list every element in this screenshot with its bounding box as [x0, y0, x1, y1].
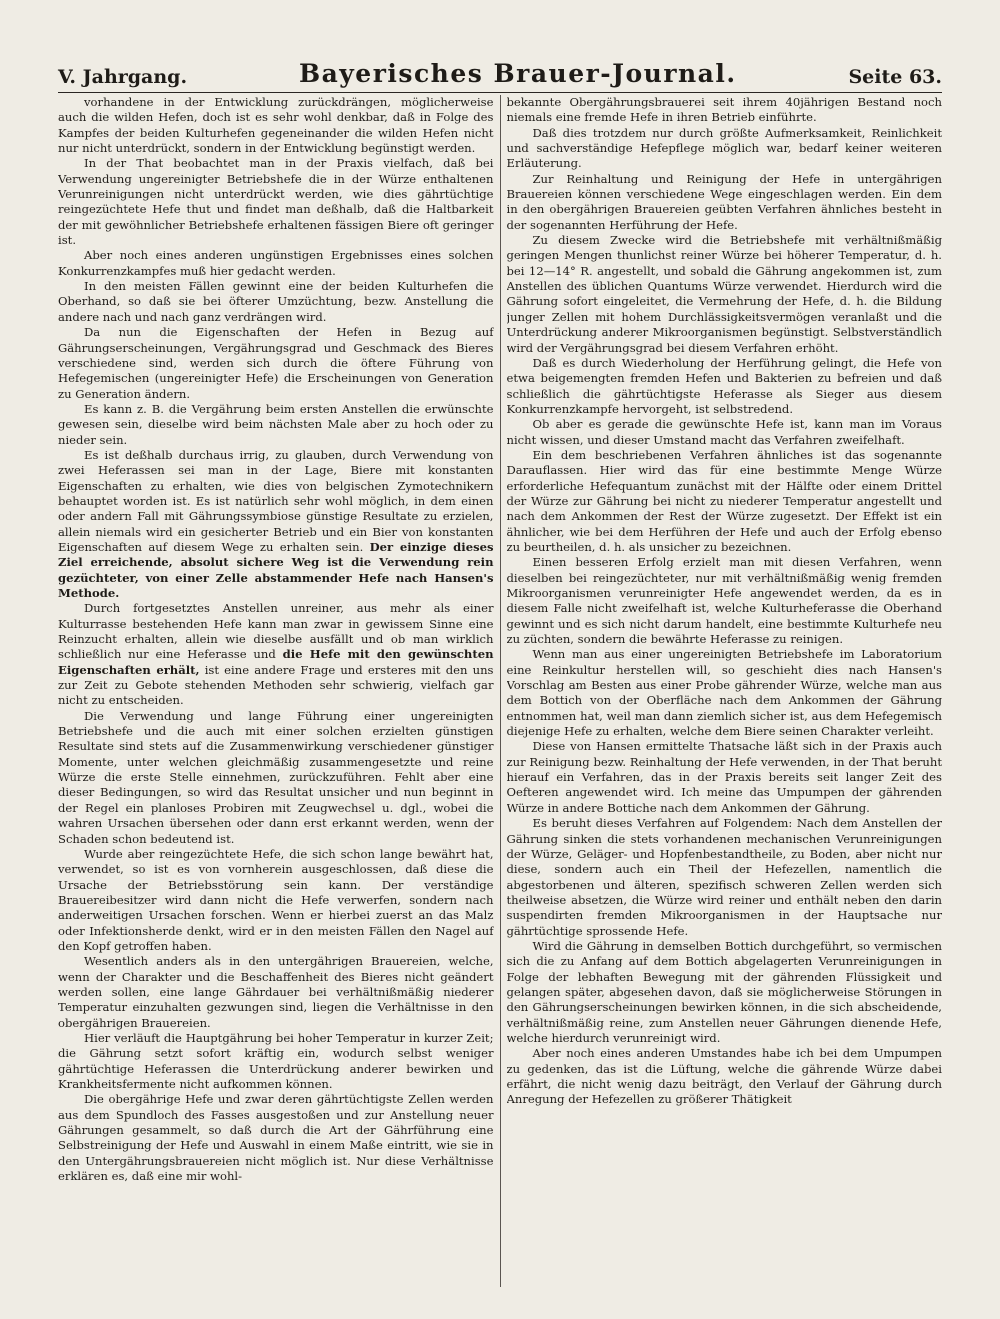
paragraph-text: Einen besseren Erfolg erzielt man mit diesen Verfahren, wenn dieselben bei reingezüchteter, nur mit verhältnißmäßig wenig fremden Mikroorganismen verunreinigter Hefe angewendet werden, da es in diesem Falle nicht zweifelhaft ist, welche Kulturheferasse die Oberhand gewinnt und es sich nicht darum handelt, eine bestimmte Kulturhefe neu zu züchten, sondern die bewährte Heferasse zu reinigen.: [506, 555, 942, 647]
paragraph-text: Diese von Hansen ermittelte Thatsache läßt sich in der Praxis auch zur Reinigung bezw. Reinhaltung der Hefe verwenden, in der That beruht hierauf ein Verfahren, das in der Praxis bereits seit langer Zeit des Oefteren angewendet wird. Ich meine das Umpumpen der gährenden Würze in andere Bottiche nach dem Ankommen der Gährung.: [506, 739, 942, 815]
paragraph-text: Daß es durch Wiederholung der Herführung gelingt, die Hefe von etwa beigemengten fremden Hefen und Bakterien zu befreien und daß schließlich die gährtüchtigste Heferasse als Sieger aus diesem Konkurrenzkampfe hervorgeht, ist selbstredend.: [506, 355, 942, 416]
paragraph-text: In den meisten Fällen gewinnt eine der beiden Kulturhefen die Oberhand, so daß sie bei öfterer Umzüchtung, bezw. Anstellung die andere nach und nach ganz verdrängen wird.: [58, 279, 494, 324]
paragraph: [507, 939, 943, 1046]
journal-title: Bayerisches Brauer-Journal.: [298, 59, 737, 88]
paragraph: [58, 448, 494, 601]
paragraph: [507, 739, 943, 816]
paragraph: [507, 555, 943, 647]
paragraph: [507, 172, 943, 233]
paragraph-text: Da nun die Eigenschaften der Hefen in Bezug auf Gährungserscheinungen, Vergährungsgrad und Geschmack des Bieres verschiedene sind, werden sich durch die öftere Führung von Hefegemischen (ungereinigter Hefe) die Erscheinungen von Generation zu Generation ändern.: [58, 325, 494, 401]
paragraph: [58, 248, 494, 279]
paragraph-text: Aber noch eines anderen Umstandes habe ich bei dem Umpumpen zu gedenken, das ist die Lüftung, welche die gährende Würze dabei erfährt, die nicht wenig dazu beiträgt, den Verlauf der Gährung durch Anregung der Hefezellen zu größerer Thätigkeit: [506, 1046, 942, 1107]
paragraph: [58, 709, 494, 847]
paragraph: [58, 279, 494, 325]
paragraph: [58, 847, 494, 954]
left-column: [58, 95, 494, 1287]
paragraph-text: bekannte Obergährungsbrauerei seit ihrem 40jährigen Bestand noch niemals eine fremde Hefe in ihren Betrieb einführte.: [506, 95, 942, 125]
paragraph-text: In der That beobachtet man in der Praxis vielfach, daß bei Verwendung ungereinigter Betriebshefe die in der Würze enthaltenen Verunreinigungen nicht unterdrückt werden, wie dies gährtüchtige reingezüchtete Hefe thut und findet man deßhalb, daß die Haltbarkeit der mit gewöhnlicher Betriebshefe erhaltenen fässigen Biere oft geringer ist.: [58, 156, 494, 248]
paragraph-text: Es kann z. B. die Vergährung beim ersten Anstellen die erwünschte gewesen sein, dieselbe wird beim nächsten Male aber zu hoch oder zu nieder sein.: [58, 401, 494, 447]
paragraph-text: Es beruht dieses Verfahren auf Folgendem: Nach dem Anstellen der Gährung sinken die stets vorhandenen mechanischen Verunreinigungen der Würze, Geläger- und Hopfenbestandtheile, zu Boden, aber nicht nur diese, sondern auch ein Theil der Hefezellen, namentlich die abgestorbenen und älteren, spezifisch schweren Zellen werden sich theilweise absetzen, die Würze wird reiner und enthält neben den darin suspendirten fremden Mikroorganismen in der Hauptsache nur gährtüchtige sprossende Hefe.: [506, 816, 942, 938]
paragraph-text: Wenn man aus einer ungereinigten Betriebshefe im Laboratorium eine Reinkultur herstellen will, so geschieht dies nach Hansen's Vorschlag am Besten aus einer Probe gährender Würze, welche man aus dem Bottich von der Oberfläche nach dem Ankommen der Gährung entnommen hat, weil man dann ziemlich sicher ist, aus dem Hefegemisch diejenige Hefe zu erhalten, welche dem Biere seinen Charakter verleiht.: [506, 647, 942, 739]
paragraph: [507, 1046, 943, 1107]
emphasized-text: die Hefe mit den gewünschten Eigenschaften erhält,: [58, 647, 494, 677]
emphasized-text: Der einzige dieses Ziel erreichende, absolut sichere Weg ist die Verwendung rein gezüchteter, von einer Zelle abstammender Hefe nach Hansen's Methode.: [58, 539, 494, 600]
page-header: [58, 52, 942, 93]
column-divider: [500, 95, 501, 1287]
paragraph: [58, 325, 494, 402]
paragraph-text: vorhandene in der Entwicklung zurückdrängen, möglicherweise auch die wilden Hefen, doch ist es sehr wohl denkbar, daß in Folge des Kampfes der beiden Kulturhefen gegeneinander die wilden Hefen nicht nur nicht unterdrückt, sondern in der Entwicklung begünstigt werden.: [58, 95, 494, 156]
paragraph: [507, 417, 943, 448]
right-column: [507, 95, 943, 1287]
paragraph: [58, 402, 494, 448]
paragraph-text: Zur Reinhaltung und Reinigung der Hefe in untergährigen Brauereien können verschiedene Wege eingeschlagen werden. Ein dem in den obergährigen Brauereien geübten Verfahren ähnliches besteht in der sogenannten Herführung der Hefe.: [506, 171, 942, 232]
paragraph-text: Hier verläuft die Hauptgährung bei hoher Temperatur in kurzer Zeit; die Gährung setzt sofort kräftig ein, wodurch selbst weniger gährtüchtige Heferassen die Unterdrückung anderer bewirken und Krankheitsfermente nicht aufkommen können.: [58, 1030, 494, 1091]
paragraph-text: Aber noch eines anderen ungünstigen Ergebnisses eines solchen Konkurrenzkampfes muß hier gedacht werden.: [58, 248, 494, 278]
paragraph: [507, 816, 943, 939]
paragraph: [507, 126, 943, 172]
paragraph-text: Zu diesem Zwecke wird die Betriebshefe mit verhältnißmäßig geringen Mengen thunlichst reiner Würze bei höherer Temperatur, d. h. bei 12—14° R. angestellt, und sobald die Gährung angekommen ist, zum Anstellen des üblichen Quantums Würze verwendet. Hierdurch wird die Gährung sofort eingeleitet, die Vermehrung der Hefe, d. h. die Bildung junger Zellen mit hohem Durchlässigkeitsvermögen veranlaßt und die Unterdrückung anderer Mikroorganismen begünstigt. Selbstverständlich wird der Vergährungsgrad bei diesem Verfahren erhöht.: [506, 233, 942, 355]
paragraph: [58, 601, 494, 708]
paragraph-text: Wird die Gährung in demselben Bottich durchgeführt, so vermischen sich die zu Anfang auf dem Bottich abgelagerten Verunreinigungen in Folge der lebhaften Bewegung mit der gährenden Flüssigkeit und gelangen später, abgesehen davon, daß sie möglicherweise Störungen in den Gährungserscheinungen bewirken können, in die sich abscheidende, verhältnißmäßig reine, zum Anstellen neuer Gährungen dienende Hefe, welche hierdurch verunreinigt wird.: [506, 938, 942, 1045]
paragraph: [58, 954, 494, 1031]
paragraph: [58, 95, 494, 156]
paragraph: [507, 356, 943, 417]
paragraph: [507, 233, 943, 356]
text-columns: [58, 95, 942, 1287]
paragraph: [58, 1031, 494, 1092]
paragraph-text: Die obergährige Hefe und zwar deren gährtüchtigste Zellen werden aus dem Spundloch des Fasses ausgestoßen und zur Anstellung neuer Gährungen gesammelt, so daß durch die Art der Gährführung eine Selbstreinigung der Hefe und Auswahl in einem Maße eintritt, wie sie in den Untergährungsbrauereien nicht möglich ist. Nur diese Verhältnisse erklären es, daß eine mir wohl-: [58, 1092, 494, 1184]
paragraph-text: Es ist deßhalb durchaus irrig, zu glauben, durch Verwendung von zwei Heferassen sei man in der Lage, Biere mit konstanten Eigenschaften zu erhalten, wie dies von belgischen Zymotechnikern behauptet worden ist. Es ist natürlich sehr wohl möglich, in dem einen oder andern Fall mit Gährungssymbiose günstige Resultate zu erzielen, allein niemals wird ein gesicherter Betrieb und ein Bier von konstanten Eigenschaften auf diesem Wege zu erhalten sein.: [58, 447, 494, 554]
paragraph: [58, 156, 494, 248]
paragraph-text: ist eine andere Frage und ersteres mit den uns zur Zeit zu Gebote stehenden Methoden sehr schwierig, vielfach gar nicht zu entscheiden.: [58, 662, 494, 708]
paragraph: [507, 647, 943, 739]
paragraph-text: Die Verwendung und lange Führung einer ungereinigten Betriebshefe und die auch mit einer solchen erzielten günstigen Resultate sind stets auf die Zusammenwirkung verschiedener günstiger Momente, unter welchen gleichmäßig zusammengesetzte und reine Würze die erste Stelle einnehmen, zurückzuführen. Fehlt aber eine dieser Bedingungen, so wird das Resultat unsicher und nun beginnt in der Regel ein planloses Probiren mit Zeugwechsel u. dgl., wobei die wahren Ursachen übersehen oder dann erst erkannt werden, wenn der Schaden schon bedeutend ist.: [58, 708, 494, 846]
paragraph: [507, 448, 943, 555]
paragraph-text: Ein dem beschriebenen Verfahren ähnliches ist das sogenannte Darauflassen. Hier wird das für eine bestimmte Menge Würze erforderliche Hefequantum zunächst mit der Hälfte oder einem Drittel der Würze zur Gährung bei nicht zu niederer Temperatur angestellt und nach dem Ankommen der Rest der Würze zugesetzt. Der Effekt ist ein ähnlicher, wie bei dem Herführen der Hefe und auch der Erfolg ebenso zu beurtheilen, d. h. als unsicher zu bezeichnen.: [506, 447, 942, 554]
page-number: Seite 63.: [848, 66, 942, 88]
volume-label: V. Jahrgang.: [58, 66, 188, 88]
paragraph-text: Durch fortgesetztes Anstellen unreiner, aus mehr als einer Kulturrasse bestehenden Hefe kann man zwar in gewissem Sinne eine Reinzucht erhalten, allein wie dieselbe ausfällt und ob man wirklich schließlich nur eine Heferasse und: [58, 601, 494, 662]
paragraph: [58, 1092, 494, 1184]
paragraph: [507, 95, 943, 126]
paragraph-text: Ob aber es gerade die gewünschte Hefe ist, kann man im Voraus nicht wissen, und dieser Umstand macht das Verfahren zweifelhaft.: [506, 417, 942, 447]
paragraph-text: Wesentlich anders als in den untergährigen Brauereien, welche, wenn der Charakter und die Beschaffenheit des Bieres nicht geändert werden sollen, eine lange Gährdauer bei verhältnißmäßig niederer Temperatur einzuhalten gezwungen sind, liegen die Verhältnisse in den obergährigen Brauereien.: [58, 954, 494, 1030]
paragraph-text: Wurde aber reingezüchtete Hefe, die sich schon lange bewährt hat, verwendet, so ist es von vornherein ausgeschlossen, daß diese die Ursache der Betriebsstörung sein kann. Der verständige Brauereibesitzer wird dann nicht die Hefe verwerfen, sondern nach anderweitigen Ursachen forschen. Wenn er hierbei zuerst an das Malz oder Infektionsherde denkt, wird er in den meisten Fällen den Nagel auf den Kopf getroffen haben.: [58, 846, 494, 953]
paragraph-text: Daß dies trotzdem nur durch größte Aufmerksamkeit, Reinlichkeit und sachverständige Hefepflege möglich war, bedarf keiner weiteren Erläuterung.: [506, 125, 942, 171]
